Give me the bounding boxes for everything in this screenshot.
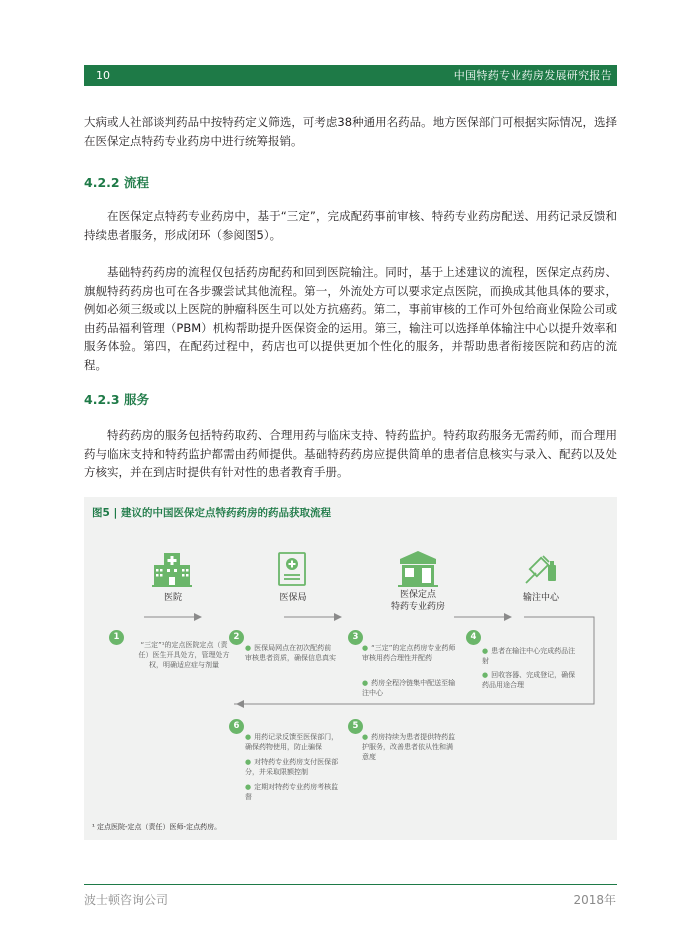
insurance-bureau-icon	[270, 547, 314, 591]
arrowhead-5-6	[236, 700, 244, 708]
step-6-badge: 6	[229, 719, 244, 734]
footer-year: 2018年	[573, 893, 616, 907]
page-number: 10	[96, 69, 110, 82]
arrowhead-3-4	[504, 613, 512, 621]
arrowhead-1-2	[194, 613, 202, 621]
step-4-text-a: ● 患者在输注中心完成药品注射	[482, 647, 576, 665]
pharmacy-icon	[396, 547, 440, 591]
step-4-badge: 4	[466, 630, 481, 645]
step-6-text-b: ● 对特药专业药房支付医保部分，并采取限额控制	[245, 758, 339, 776]
report-title: 中国特药专业药房发展研究报告	[453, 69, 612, 82]
paragraph-service: 特药药房的服务包括特药取药、合理用药与临床支持、特药监护。特药取药服务无需药师，而合理用药与临床支持和特药监护都需由药师提供。基础特药药房应提供简单的患者信息核实与录入、配药以及处方核实，并在到店时提供有针对性的患者教育手册。	[84, 428, 617, 479]
step-2-badge: 2	[229, 630, 244, 645]
step-5-text: ● 药房持续为患者提供特药监护服务，改善患者依从性和满意度	[362, 733, 456, 761]
stage-label-hospital: 医院	[163, 593, 182, 603]
figure-footnote: ¹ 定点医院-定点（责任）医师-定点药房。	[92, 823, 222, 831]
stage-label-insurance-bureau: 医保局	[279, 593, 307, 603]
step-6-text-c: ● 定期对特药专业药房考核监督	[245, 783, 339, 801]
step-4-text-b: ● 回收容器、完成登记，确保药品用途合理	[482, 671, 576, 689]
paragraph-intro: 大病或人社部谈判药品中按特药定义筛选，可考虑38种通用名药品。地方医保部门可根据实际情况，选择在医保定点特药专业药房中进行统筹报销。	[84, 115, 617, 148]
step-6-text-a: ● 用药记录反馈至医保部门，确保药物使用，防止骗保	[245, 733, 339, 751]
stage-label-pharmacy: 医保定点 特药专业药房	[390, 590, 445, 612]
hospital-icon	[150, 547, 194, 591]
step-3-text-a: ● “三定”的定点药房专业药师审核用药合理性并配药	[362, 644, 456, 662]
figure-title: 图5 | 建议的中国医保定点特药药房的药品获取流程	[92, 507, 331, 519]
footer-publisher: 波士顿咨询公司	[84, 893, 169, 907]
infusion-icon	[518, 547, 562, 591]
step-2-text: ● 医保局网点在初次配药前审核患者资质，确保信息真实	[245, 644, 336, 662]
paragraph-process-summary: 在医保定点特药专业药房中，基于“三定”，完成配药事前审核、特药专业药房配送、用药记录反馈和持续患者服务，形成闭环（参阅图5）。	[84, 209, 617, 242]
step-3-badge: 3	[348, 630, 363, 645]
step-5-badge: 5	[348, 719, 363, 734]
paragraph-process-detail: 基础特药药房的流程仅包括药房配药和回到医院输注。同时，基于上述建议的流程，医保定点药房、旗舰特药药房也可在各步骤尝试其他流程。第一，外流处方可以要求定点医院，而换成其他具体的要求，例如必须三级或以上医院的肿瘤科医生可以处方抗癌药。第二，事前审核的工作可外包给商业保险公司或由药品福利管理（PBM）机构帮助提升医保资金的运用。第三，输注可以选择单体输注中心以提升效率和服务体验。第四，在配药过程中，药店也可以提供更加个性化的服务，并帮助患者衔接医院和药店的流程。	[84, 265, 617, 372]
step-3-text-b: ● 药房全程冷链集中配送至输注中心	[362, 679, 456, 697]
step-1-text: “三定”¹的定点医院定点（责任）医生开具处方，管理处方权，明确适应症与剂量	[138, 641, 230, 669]
arrowhead-2-3	[334, 613, 342, 621]
footer-rule	[84, 884, 617, 885]
section-heading-process: 4.2.2 流程	[84, 175, 149, 190]
section-heading-service: 4.2.3 服务	[84, 392, 149, 407]
stage-label-infusion-center: 输注中心	[522, 593, 559, 603]
step-1-badge: 1	[109, 630, 124, 645]
